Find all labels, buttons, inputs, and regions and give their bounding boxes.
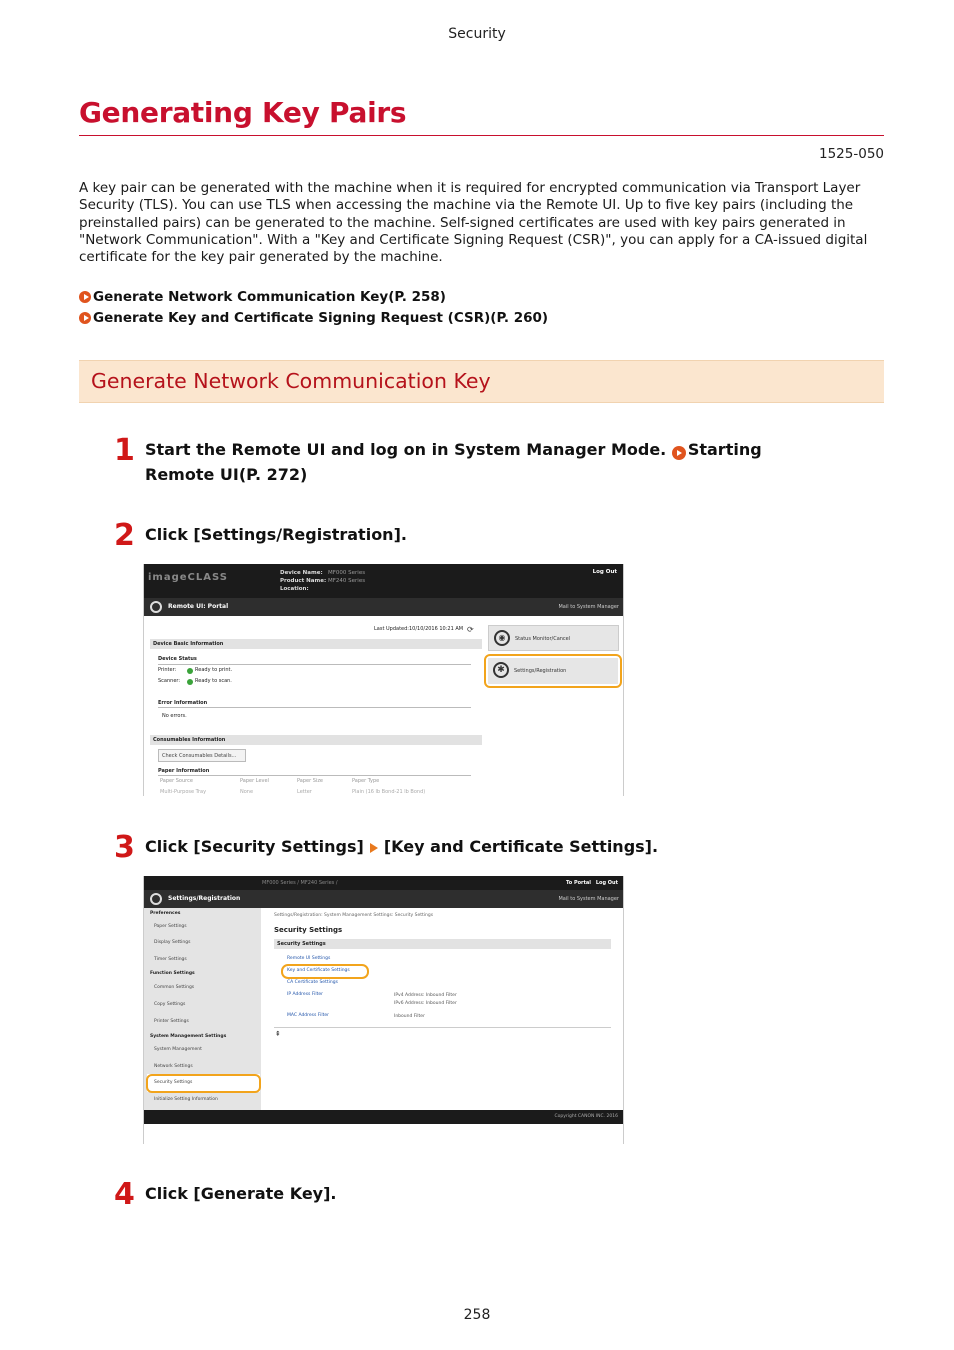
brand-logo: imageCLASS [148, 572, 228, 583]
check-consumables-button[interactable]: Check Consumables Details... [158, 749, 246, 762]
sidebar-item[interactable]: Paper Settings [154, 924, 187, 929]
step-text: Click [Security Settings] [Key and Certificate Settings]. [145, 837, 659, 856]
step-text: Click [Generate Key]. [145, 1184, 337, 1203]
sidebar-item[interactable]: Printer Settings [154, 1019, 189, 1024]
sidebar-item[interactable]: Display Settings [154, 940, 191, 945]
settings-registration-screenshot: MF000 Series / MF240 Series / To Portal Log Out Settings/Registration Mail to System Manager Preferences Paper Settings Display Settings Timer Settings Function Settings Common Settings Copy Settings Printer Settings System Management Settings System Management Network Settings Security Settings Initialize Setting Information Settings/Registration: System Management Settings: Security Settings Security Settings Security Settings Remote UI Settings Key and Certificate Settings CA Certificate Settings IP Address Filter IPv4 Address: Inbound Filter IPv6 Address: Inbound Filter MAC Address Filter Inbound Filter ⇞ Copyright CANON INC. 2016 [143, 876, 624, 1144]
status-monitor-icon: ◉ [494, 630, 510, 646]
link-arrow-icon [79, 312, 91, 324]
ip-address-filter-link[interactable]: IP Address Filter [287, 992, 323, 997]
step-number: 4 [114, 1177, 135, 1212]
breadcrumb: Settings/Registration: System Management Settings: Security Settings [274, 913, 434, 918]
sidebar-item[interactable]: Copy Settings [154, 1002, 186, 1007]
running-header: Security [448, 26, 506, 42]
scanner-status-icon [187, 679, 193, 685]
portal-title-bar: Remote UI: Portal Mail to System Manager [144, 598, 624, 616]
settings-registration-button[interactable]: ✱ Settings/Registration [488, 658, 618, 684]
step-number: 2 [114, 518, 135, 553]
sidebar-item[interactable]: Common Settings [154, 985, 195, 990]
logout-link[interactable]: Log Out [592, 569, 617, 575]
settings-icon: ✱ [493, 662, 509, 678]
link-generate-csr[interactable]: Generate Key and Certificate Signing Request (CSR)(P. 260) [79, 307, 548, 328]
link-generate-network-key[interactable]: Generate Network Communication Key(P. 258) [79, 286, 548, 307]
remote-ui-settings-link[interactable]: Remote UI Settings [287, 956, 331, 961]
step-text: Click [Settings/Registration]. [145, 525, 407, 544]
step-text: Start the Remote UI and log on in System Manager Mode. Starting Remote UI(P. 272) [145, 440, 762, 484]
menu-arrow-icon [370, 843, 378, 853]
scroll-to-top-icon[interactable]: ⇞ [275, 1030, 281, 1038]
section-heading: Generate Network Communication Key [79, 360, 884, 403]
document-id: 1525-050 [819, 146, 884, 162]
mac-address-filter-link[interactable]: MAC Address Filter [287, 1013, 329, 1018]
portal-icon [150, 601, 162, 613]
to-portal-link[interactable]: To Portal [566, 880, 591, 886]
printer-status-icon [187, 668, 193, 674]
intro-paragraph: A key pair can be generated with the machine when it is required for encrypted communication via Transport Layer Security (TLS). You can use TLS when accessing the machine via the Remote UI. Up to five key pairs (including the preinstalled pairs) can be generated to the machine. Self-signed certificates are used with key pairs generated in "Network Communication". With a "Key and Certificate Signing Request (CSR)", you can apply for a CA-issued digital certificate for the key pair generated by the machine. [79, 180, 868, 266]
topic-links [79, 286, 548, 328]
step-number: 1 [114, 433, 135, 468]
logout-link[interactable]: Log Out [595, 880, 618, 886]
link-starting-remote-ui[interactable]: Starting Remote UI(P. 272) [145, 440, 762, 484]
link-arrow-icon [672, 446, 686, 460]
page-number: 258 [463, 1307, 491, 1323]
sidebar-item[interactable]: Network Settings [154, 1064, 193, 1069]
sidebar-item[interactable]: Timer Settings [154, 957, 187, 962]
title-divider [79, 135, 884, 136]
key-certificate-settings-link[interactable]: Key and Certificate Settings [287, 968, 350, 973]
mail-link[interactable]: Mail to System Manager [558, 604, 619, 610]
status-monitor-button[interactable]: ◉ Status Monitor/Cancel [488, 625, 619, 651]
sidebar-item[interactable]: System Management [154, 1047, 202, 1052]
ca-certificate-settings-link[interactable]: CA Certificate Settings [287, 980, 338, 985]
sidebar-item[interactable]: Initialize Setting Information [154, 1097, 218, 1102]
settings-icon [150, 893, 162, 905]
settings-sidebar: Preferences Paper Settings Display Settings Timer Settings Function Settings Common Settings Copy Settings Printer Settings System Management Settings System Management Network Settings Security Settings Initialize Setting Information [144, 908, 261, 1110]
mail-link[interactable]: Mail to System Manager [558, 896, 619, 902]
link-arrow-icon [79, 291, 91, 303]
sidebar-item-security-settings[interactable]: Security Settings [154, 1080, 193, 1085]
portal-top-bar: imageCLASS Device Name: MF000 Series Product Name: MF240 Series Location: Log Out [144, 564, 624, 598]
remote-ui-portal-screenshot: imageCLASS Device Name: MF000 Series Product Name: MF240 Series Location: Log Out Remote UI: Portal Mail to System Manager Last Updated:10/10/2016 10:21 AM ⟳ Device Basic Information Device Status Printer: Ready to print. Scanner: Ready to scan. Error Information No errors. Consumables Information Check Consumables Details... Paper Information Paper Source Paper Level Paper Size Paper Type Multi-Purpose Tray None Letter Plain (16 lb Bond-21 lb Bond) ◉ Status Monitor/Cancel ✱ Settings/Registration [143, 564, 624, 796]
page-title: Generating Key Pairs [79, 96, 407, 129]
step-number: 3 [114, 830, 135, 865]
refresh-icon[interactable]: ⟳ [467, 625, 474, 634]
